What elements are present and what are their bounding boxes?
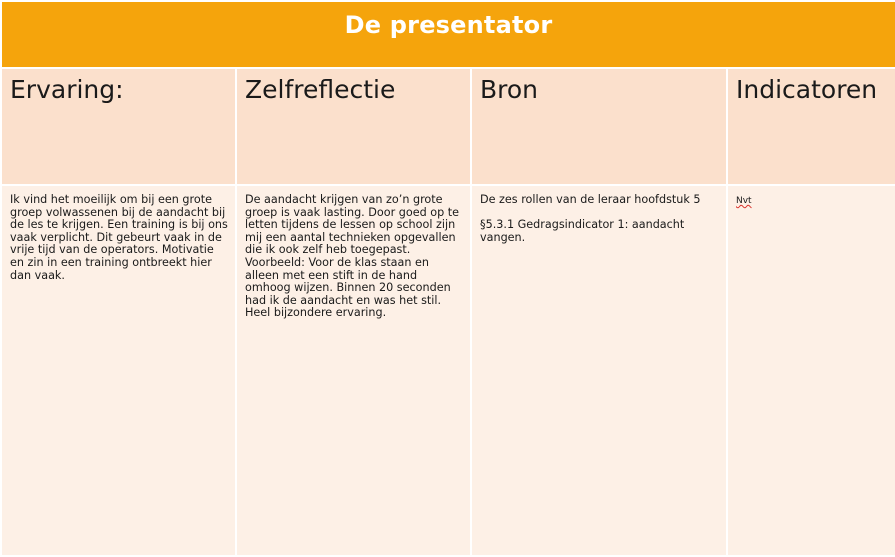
header-cell-ervaring xyxy=(1,68,236,185)
title-bar xyxy=(1,1,895,68)
column-header-zelfreflectie: Zelfreflectie xyxy=(245,75,396,104)
body-cell-ervaring xyxy=(1,185,236,556)
slide-title: De presentator xyxy=(344,11,553,39)
bron-text: De zes rollen van de leraar hoofdstuk 5 §5.3.1 Gedragsindicator 1: aandacht vangen. xyxy=(480,193,701,244)
header-cell-zelfreflectie xyxy=(236,68,471,185)
column-header-indicatoren: Indicatoren xyxy=(736,75,878,104)
header-cell-indicatoren xyxy=(727,68,895,185)
indicatoren-text xyxy=(736,194,888,208)
column-header-bron: Bron xyxy=(480,75,539,104)
body-row xyxy=(1,185,895,556)
title-row xyxy=(1,1,895,68)
indicatoren-value: Nvt xyxy=(736,196,752,206)
ervaring-text: Ik vind het moeilijk om bij een grote groep volwassenen bij de aandacht bij de les te krijgen. Een training is bij ons vaak verplicht. Dit gebeurt vaak in de vrije tijd van de operators. Motivatie en zin in een training ontbreekt hier dan vaak. xyxy=(10,193,228,282)
body-cell-zelfreflectie xyxy=(236,185,471,556)
body-cell-bron xyxy=(471,185,727,556)
header-row xyxy=(1,68,895,185)
header-cell-bron xyxy=(471,68,727,185)
body-cell-indicatoren xyxy=(727,185,895,556)
column-header-ervaring: Ervaring: xyxy=(10,75,124,104)
zelfreflectie-text: De aandacht krijgen van zo’n grote groep is vaak lasting. Door goed op te letten tijdens de lessen op school zijn mij een aantal technieken opgevallen die ik ook zelf heb toegepast. Voorbeeld: Voor de klas staan en alleen met een stift in de hand omhoog wijzen. Binnen 20 seconden had ik de aandacht en was het stil. Heel bijzondere ervaring. xyxy=(245,193,460,320)
